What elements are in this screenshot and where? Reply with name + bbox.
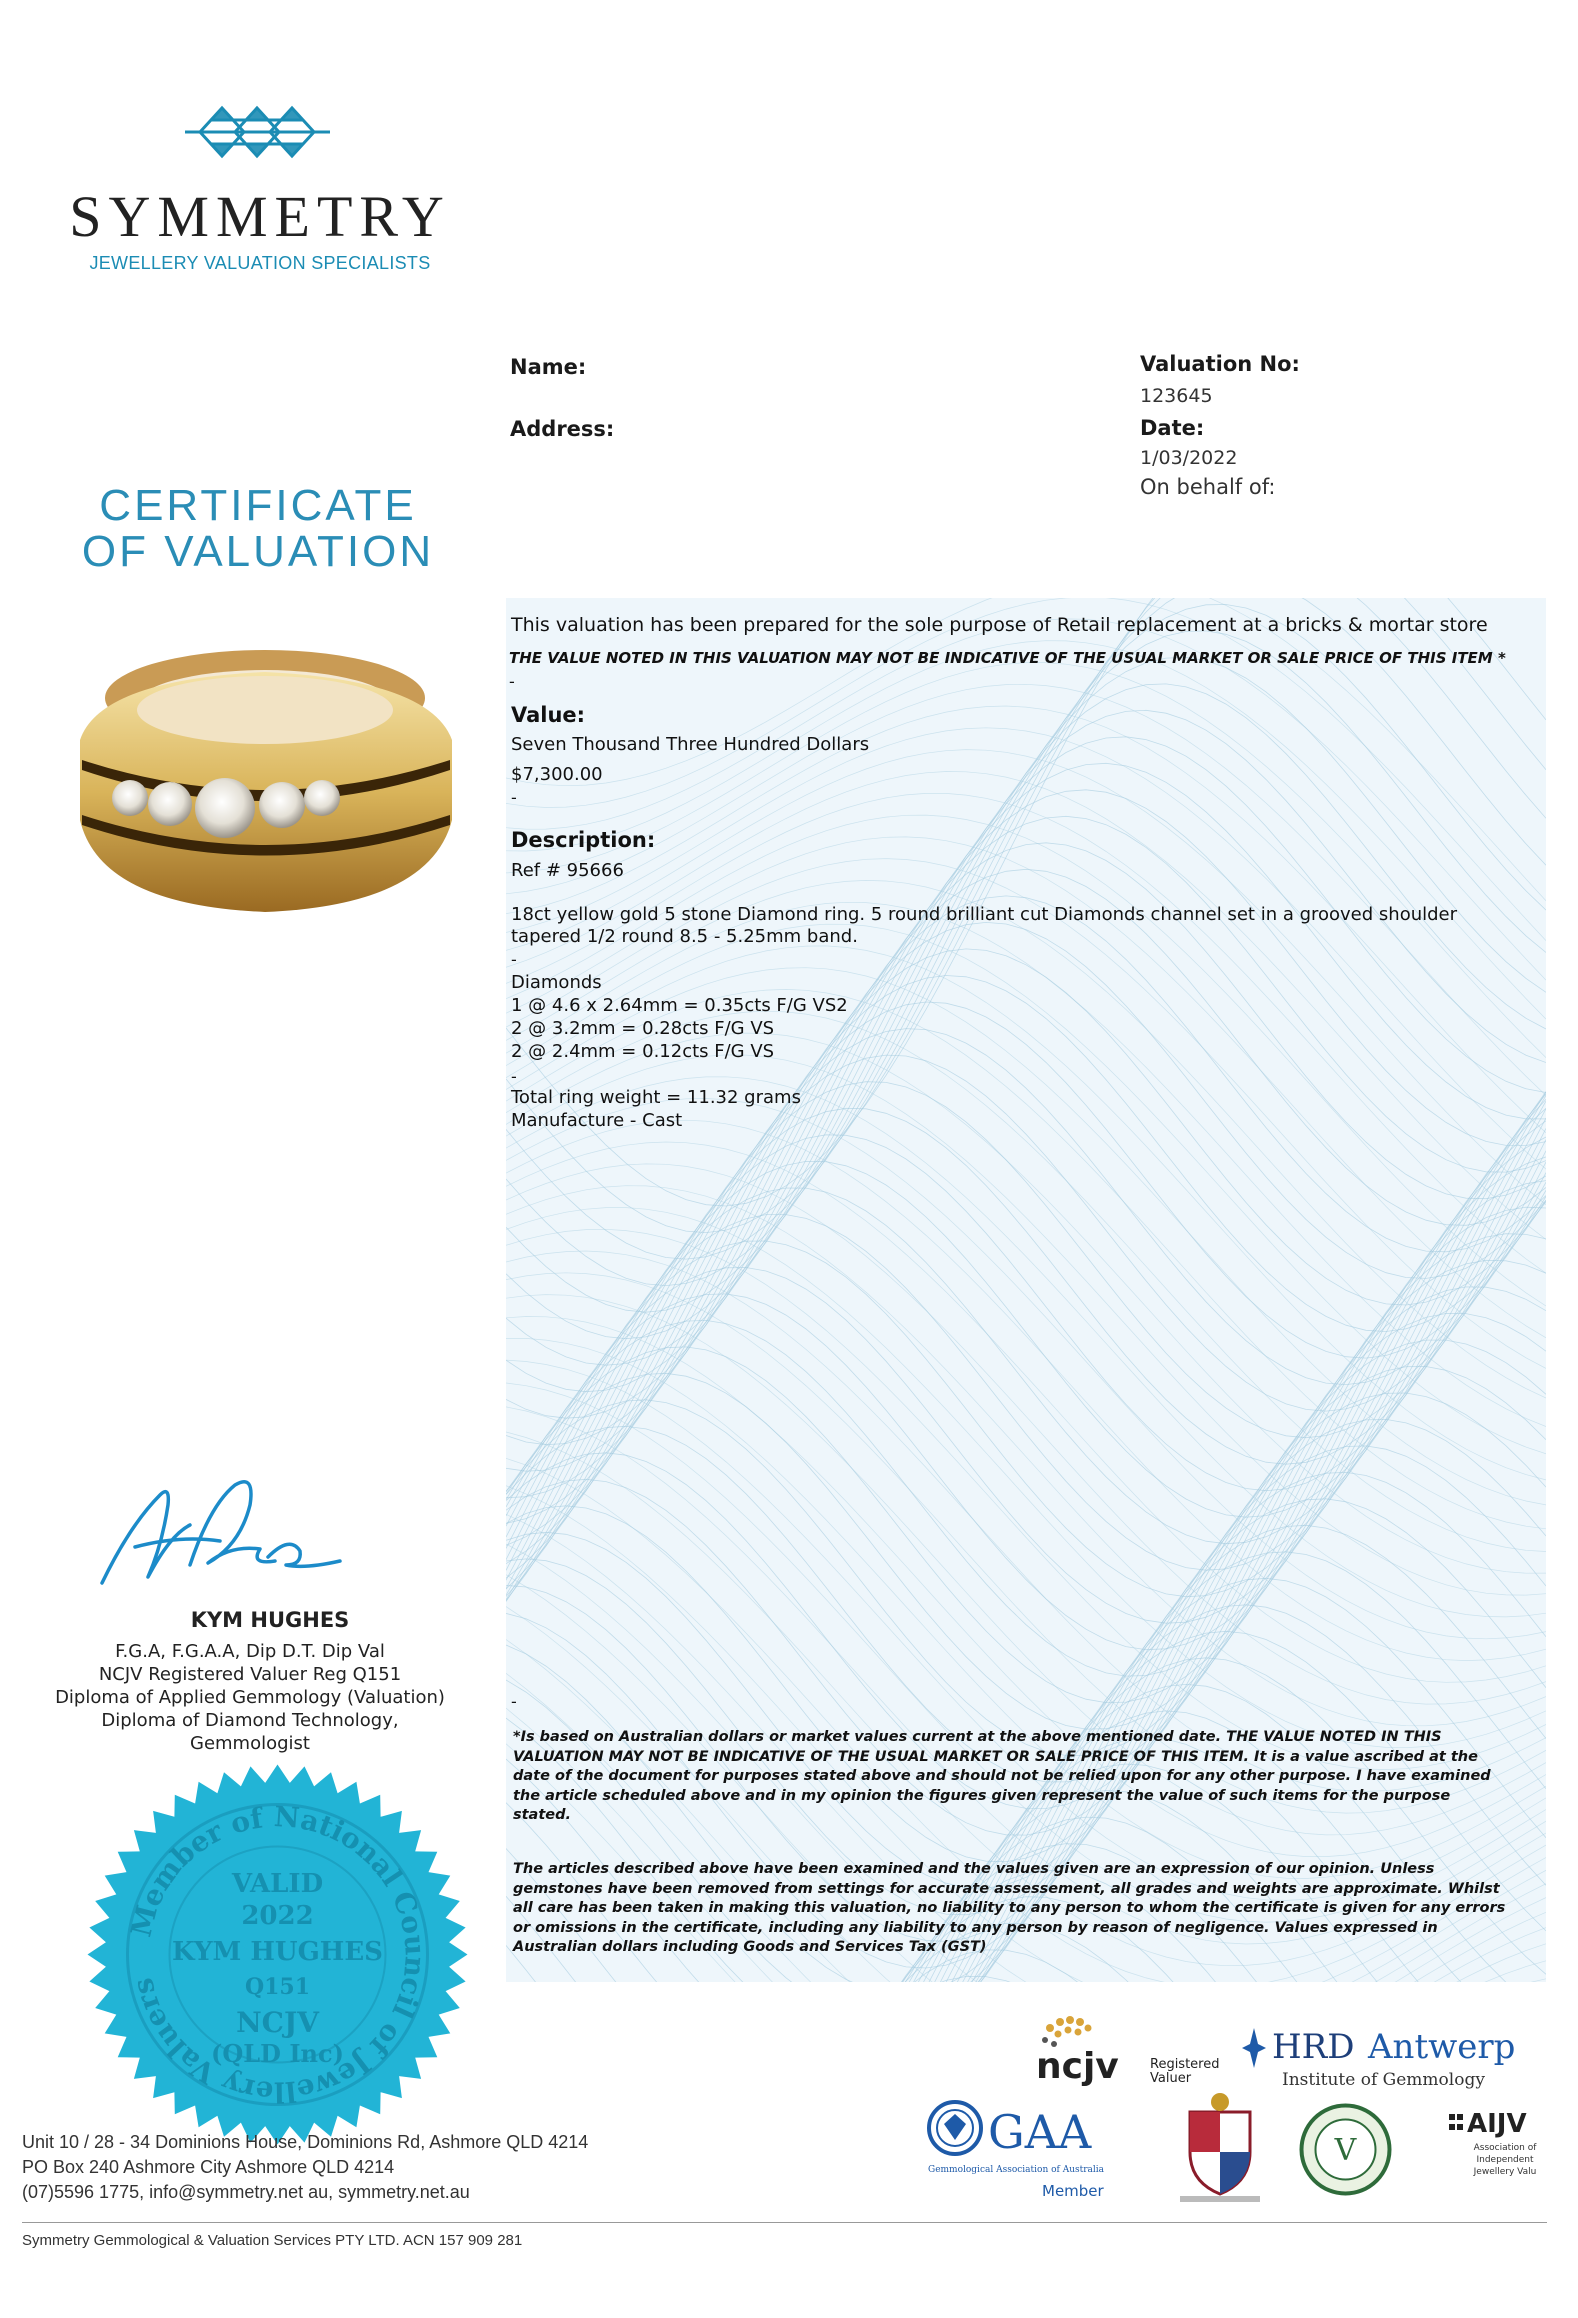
certificate-title-line1: CERTIFICATE [99, 481, 417, 530]
gaa-text: GAA [988, 2105, 1092, 2159]
seal-text: VALID [231, 1869, 324, 1899]
hrd-text: Antwerp [1368, 2027, 1516, 2067]
ncjv-subtext: Registered [1150, 2057, 1220, 2072]
item-description: 18ct yellow gold 5 stone Diamond ring. 5 round brilliant cut Diamonds channel set in a grooved shoulder tapered 1/2 round 8.5 - 5.25mm band. [511, 904, 1458, 947]
ncjv-logo [1030, 2010, 1230, 2090]
seal-text: (QLD Inc) [211, 2039, 344, 2068]
svg-text:V: V [1334, 2133, 1357, 2168]
gaa-logo [922, 2100, 1132, 2200]
aijv-subtext: Jewellery Valu [1473, 2167, 1537, 2177]
description-heading: Description: [511, 828, 656, 852]
diamond-spec-line: 1 @ 4.6 x 2.64mm = 0.35cts F/G VS2 [511, 995, 848, 1016]
date-label: Date: [1140, 416, 1205, 440]
reference-number: Ref # 95666 [511, 860, 624, 881]
ncjv-text: ncjv [1036, 2046, 1119, 2087]
on-behalf-label: On behalf of: [1140, 475, 1276, 499]
value-amount: $7,300.00 [511, 764, 603, 785]
contact-details: (07)5596 1775, info@symmetry.net au, symmetry.net.au [22, 2182, 470, 2202]
valuer-credential: Gemmologist [190, 1733, 310, 1754]
valuer-credential: NCJV Registered Valuer Reg Q151 [98, 1664, 402, 1685]
separator-dash: - [511, 1067, 517, 1086]
gemmological-association-crest [1170, 2090, 1270, 2205]
gaa-member-text: Member [1042, 2182, 1104, 2200]
valuer-credential: Diploma of Diamond Technology, [101, 1710, 399, 1731]
separator-dash: - [511, 1692, 517, 1711]
seal-ring-text: Member of National Council of Jewellery Valuers [124, 1799, 432, 2109]
bottom-divider [22, 2222, 1547, 2223]
valuation-number-value: 123645 [1140, 385, 1213, 407]
diamond-spec-line: 2 @ 3.2mm = 0.28cts F/G VS [511, 1018, 775, 1039]
hrd-antwerp-logo [1230, 2018, 1540, 2093]
seal-text: NCJV [236, 2006, 319, 2039]
ncjv-seal [85, 1762, 470, 2147]
value-disclaimer: THE VALUE NOTED IN THIS VALUATION MAY NOT BE INDICATIVE OF THE USUAL MARKET OR SALE PRICE OF THIS ITEM * [509, 649, 1506, 667]
valuer-signature [90, 1465, 350, 1605]
brand-name: SYMMETRY [69, 184, 451, 249]
separator-dash: - [509, 672, 515, 691]
date-value: 1/03/2022 [1140, 447, 1238, 469]
diamond-logo-icon [180, 100, 335, 165]
value-in-words: Seven Thousand Three Hundred Dollars [511, 734, 870, 755]
hrd-text: HRD [1272, 2027, 1355, 2067]
hrd-subtext: Institute of Gemmology [1282, 2070, 1485, 2090]
aijv-logo [1445, 2100, 1545, 2200]
liability-footnote: The articles described above have been examined and the values given are an expression of our opinion. Unless gemstones have been removed from settings for accurate assessement, all grades and weights are approximate. Whilst all care has been taken in making this valuation, no liability to any person to whom the certificate is given for any errors or omissions in the certificate, including any liability to any person by reason of negligence. Values expressed in Australian dollars including Goods and Services Tax (GST) [513, 1861, 1506, 1955]
separator-dash: - [511, 788, 517, 807]
diamonds-heading: Diamonds [511, 972, 602, 993]
seal-text: 2022 [241, 1901, 314, 1931]
ncjv-subtext: Valuer [1150, 2071, 1192, 2086]
aijv-subtext: Association of [1473, 2143, 1537, 2153]
value-heading: Value: [511, 703, 586, 727]
gaa-subtext: Gemmological Association of Australia [928, 2165, 1105, 2175]
valuation-footnote: *Is based on Australian dollars or market values current at the above mentioned date. THE VALUE NOTED IN THIS VALUATION MAY NOT BE INDICATIVE OF THE USUAL MARKET OR SALE PRICE OF THIS ITEM. It is a value ascribed at the date of the document for purposes stated above and should not be relied upon for any other purpose. I have examined the article scheduled above and in my opinion the figures given represent the value of such items for the purpose stated. [513, 1729, 1491, 1823]
seal-text: Q151 [244, 1974, 311, 2000]
valuer-credential: F.G.A, F.G.A.A, Dip D.T. Dip Val [115, 1641, 385, 1662]
po-box: PO Box 240 Ashmore City Ashmore QLD 4214 [22, 2157, 395, 2177]
seal-text: KYM HUGHES [172, 1937, 383, 1967]
total-ring-weight: Total ring weight = 11.32 grams [511, 1087, 801, 1108]
aijv-text: AIJV [1467, 2109, 1527, 2139]
manufacture-method: Manufacture - Cast [511, 1110, 683, 1131]
valuation-number-label: Valuation No: [1140, 352, 1300, 376]
name-label: Name: [510, 355, 587, 379]
valuation-purpose: This valuation has been prepared for the sole purpose of Retail replacement at a bricks & mortar store [511, 614, 1488, 636]
v-membership-seal-icon [1298, 2102, 1393, 2197]
valuer-credential: Diploma of Applied Gemmology (Valuation) [55, 1687, 445, 1708]
ring-photo [60, 620, 470, 920]
address-label: Address: [510, 417, 615, 441]
company-address: Unit 10 / 28 - 34 Dominions House, Dominions Rd, Ashmore QLD 4214 [22, 2132, 589, 2152]
aijv-subtext: Independent [1476, 2155, 1534, 2165]
certificate-title-line2: OF VALUATION [81, 527, 435, 576]
brand-tagline: JEWELLERY VALUATION SPECIALISTS [89, 253, 431, 273]
separator-dash: - [511, 950, 517, 969]
valuer-name: KYM HUGHES [190, 1608, 350, 1632]
company-registration: Symmetry Gemmological & Valuation Services PTY LTD. ACN 157 909 281 [22, 2232, 523, 2249]
diamond-spec-line: 2 @ 2.4mm = 0.12cts F/G VS [511, 1041, 775, 1062]
